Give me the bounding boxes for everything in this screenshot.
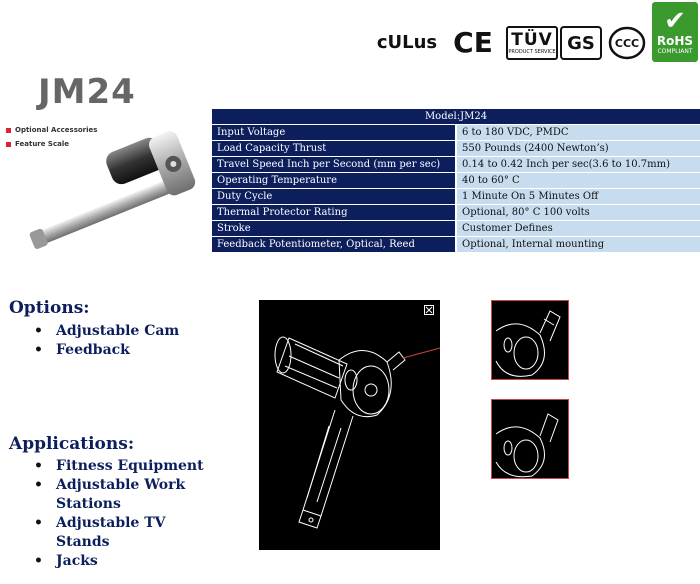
ul-logo [372,22,442,62]
spec-value: Optional, Internal mounting [456,237,700,253]
spec-table-header-row [212,109,700,125]
ccc-logo [608,25,646,61]
zoom-detail-1 [491,300,569,380]
spec-value: 0.14 to 0.42 Inch per sec(3.6 to 10.7mm) [456,157,700,173]
ccc-logo-text: CCC [614,37,640,50]
spec-label: Travel Speed Inch per Second (mm per sec) [212,157,456,173]
spec-label: Thermal Protector Rating [212,205,456,221]
spec-row [212,237,700,253]
ccc-logo-icon [608,25,646,61]
actuator-diagram [259,300,440,550]
applications-list [32,457,212,571]
spec-value: Customer Defines [456,221,700,237]
spec-label: Load Capacity Thrust [212,141,456,157]
spec-table-header: Model:JM24 [212,109,700,125]
gs-logo: GS [560,26,602,60]
photo-label-optional-accessories: Optional Accessories [6,126,97,134]
rohs-logo-sub: COMPLIANT [657,48,693,55]
list-item: • Adjustable Cam [32,322,232,341]
ul-logo-text: cULus [376,31,438,53]
spec-value: 1 Minute On 5 Minutes Off [456,189,700,205]
spec-label: Duty Cycle [212,189,456,205]
check-icon: ✔ [664,6,686,36]
zoom-detail-1-icon [492,301,568,379]
list-item: • Adjustable TV Stands [32,514,212,552]
spec-row [212,221,700,237]
list-item: • Jacks [32,552,212,571]
spec-value: 40 to 60° C [456,173,700,189]
rohs-logo-name: RoHS [656,34,694,48]
rohs-logo [652,2,698,62]
model-title: JM24 [38,72,136,112]
spec-label: Feedback Potentiometer, Optical, Reed [212,237,456,253]
spec-value: 6 to 180 VDC, PMDC [456,125,700,141]
tuv-logo-name: TÜV [511,30,553,50]
photo-label-feature-scale: Feature Scale [6,140,69,148]
options-list [32,322,232,360]
actuator-photo-icon [0,112,208,252]
spec-row [212,125,700,141]
options-heading: Options: [9,298,90,318]
spec-row [212,141,700,157]
product-photo [0,112,208,252]
spec-row [212,205,700,221]
spec-row [212,189,700,205]
spec-label: Operating Temperature [212,173,456,189]
close-icon[interactable] [424,305,434,315]
list-item: • Adjustable Work Stations [32,476,212,514]
zoom-detail-2 [491,399,569,479]
spec-row [212,173,700,189]
spec-label: Stroke [212,221,456,237]
spec-row [212,157,700,173]
zoom-detail-2-icon [492,400,568,478]
actuator-line-drawing-icon [259,300,440,550]
spec-label: Input Voltage [212,125,456,141]
list-item: • Feedback [32,341,232,360]
applications-heading: Applications: [9,434,135,454]
spec-value: Optional, 80° C 100 volts [456,205,700,221]
tuv-logo [506,26,558,60]
tuv-logo-sub: PRODUCT SERVICE [508,49,556,55]
list-item: • Fitness Equipment [32,457,212,476]
spec-value: 550 Pounds (2400 Newton’s) [456,141,700,157]
spec-table [212,109,700,253]
ce-logo: CE [453,25,493,59]
